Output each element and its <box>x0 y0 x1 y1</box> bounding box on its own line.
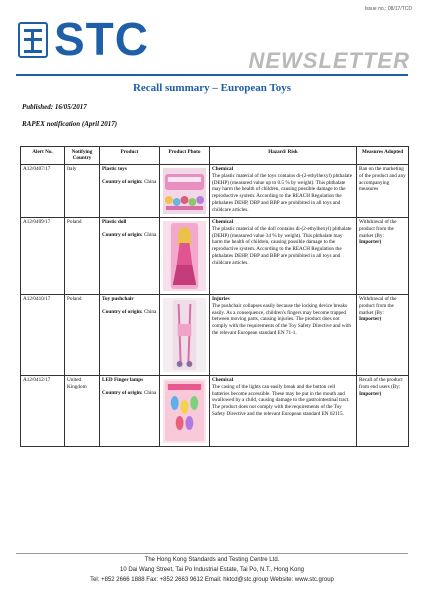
notifying-country: Italy <box>65 164 100 217</box>
notifying-country: United Kingdom <box>65 375 100 446</box>
alert-no: A12/0412/17 <box>21 375 65 446</box>
measures-cell: Withdrawal of the product from the market (By: Importer) <box>357 217 409 294</box>
product-cell <box>100 217 160 294</box>
product-photo <box>160 294 210 375</box>
country-of-origin: Country of origin: China <box>102 389 157 396</box>
hazard-cell <box>210 375 357 446</box>
toy-pushchair-photo <box>163 298 206 372</box>
measures-cell: Ban on the marketing of the product and any accompanying measures <box>357 164 409 217</box>
product-name: Plastic doll <box>102 219 127 225</box>
hazard-text: The plastic material of the doll contains di-(2-ethylhexyl) phthalate (DEHP) (measured value 34 % by weight). This phthalate may harm the health of children, causing possible damage to the reproductive system. According to the REACH Regulation the phthalates DEHP, DBP and BBP are prohibited in all toys and childcare articles. <box>212 225 352 266</box>
header-measures-adopted: Measures Adopted <box>357 147 409 165</box>
hazard-text: The plastic material of the toys contains di-(2-ethylhexyl) phthalate (DEHP) (measured value up to 0.5 % by weight). This phthalate may harm the health of children, causing possible damage to the reproductive system. According to the REACH Regulation the phthalates DEHP, DBP and BBP are prohibited in all toys and childcare articles. <box>212 172 353 213</box>
hazard-cell <box>210 164 357 217</box>
footer-company: The Hong Kong Standards and Testing Centre Ltd. <box>144 557 280 563</box>
product-photo <box>160 375 210 446</box>
measures-cell: Recall of the product from end users (By: Importer) <box>357 375 409 446</box>
brand-name: STC <box>54 13 149 65</box>
alert-no: A12/0409/17 <box>21 217 65 294</box>
header-alert-no: Alert No. <box>21 147 65 165</box>
product-photo <box>160 217 210 294</box>
header-hazard-risk: Hazard/ Risk <box>210 147 357 165</box>
header-product-photo: Product Photo <box>160 147 210 165</box>
country-of-origin: Country of origin: China <box>102 308 157 315</box>
hazard-text: The pushchair collapses easily because the locking device breaks easily. As a consequence, children's fingers may become trapped between moving parts, causing injuries. The product does not comply with the requirements of the Toy Safety Directive and with the relevant European standard EN 71-1. <box>212 302 351 336</box>
hazard-cell <box>210 294 357 375</box>
header-rule <box>16 74 408 76</box>
hazard-title: Chemical <box>212 377 234 383</box>
hazard-text: The casing of the lights can easily break and the button cell batteries become accessible. These may be put in the mouth and swallowed by a child, causing damage to the gastrointestinal tract. The product does not comply with the requirements of the Toy Safety Directive and the relevant European standard EN 62115. <box>212 383 350 417</box>
product-cell <box>100 294 160 375</box>
alert-no: A12/0410/17 <box>21 294 65 375</box>
table-row <box>21 164 409 217</box>
notifying-country: Poland <box>65 294 100 375</box>
table-row <box>21 217 409 294</box>
published-date: Published: 16/05/2017 <box>22 103 87 111</box>
notifying-country: Poland <box>65 217 100 294</box>
recall-table <box>20 146 409 447</box>
product-name: Plastic toys <box>102 166 127 172</box>
rapex-notification: RAPEX notification (April 2017) <box>22 120 118 128</box>
header-product: Product <box>100 147 160 165</box>
country-of-origin: Country of origin: China <box>102 178 157 185</box>
issue-number: Issue no.: 08/17/TCD <box>364 6 412 12</box>
footer-address: 10 Dai Wang Street, Tai Po Industrial Estate, Tai Po, N.T., Hong Kong <box>120 567 304 573</box>
product-name: Toy pushchair <box>102 296 134 302</box>
table-header-row <box>21 147 409 165</box>
hazard-cell <box>210 217 357 294</box>
hazard-title: Chemical <box>212 219 234 225</box>
table-row <box>21 375 409 446</box>
product-name: LED Finger lamps <box>102 377 144 383</box>
hazard-title: Injuries <box>212 296 230 302</box>
page-title: Recall summary – European Toys <box>132 82 292 94</box>
measures-cell: Withdrawal of the product from the market (By: Importer) <box>357 294 409 375</box>
newsletter-label: NEWSLETTER <box>248 48 410 73</box>
table-row <box>21 294 409 375</box>
stc-logo-icon <box>18 22 48 58</box>
footer-rule <box>16 553 408 554</box>
country-of-origin: Country of origin: China <box>102 231 157 238</box>
plastic-doll-photo <box>163 221 206 291</box>
product-cell <box>100 375 160 446</box>
header-notifying-country: Notifying Country <box>65 147 100 165</box>
plastic-toys-photo <box>163 168 206 214</box>
led-finger-lamps-photo <box>163 379 206 443</box>
product-photo <box>160 164 210 217</box>
footer-contact: Tel: +852 2666 1888 Fax: +852 2663 9612 Email: hktcd@stc.group Website: www.stc.group <box>90 577 334 583</box>
product-cell <box>100 164 160 217</box>
alert-no: A12/0407/17 <box>21 164 65 217</box>
hazard-title: Chemical <box>212 166 234 172</box>
